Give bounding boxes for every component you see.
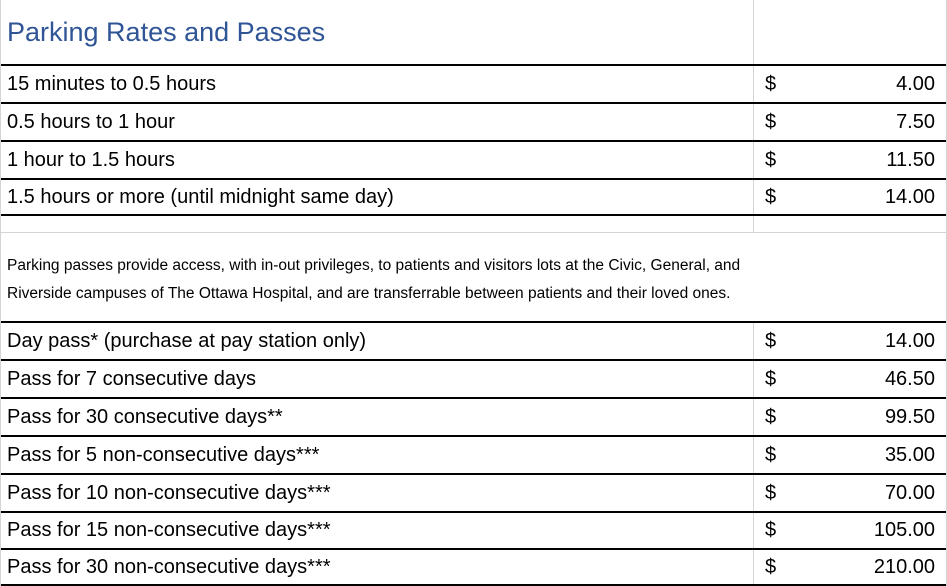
pass-price: [754, 361, 947, 397]
rate-label: 1 hour to 1.5 hours: [0, 142, 754, 178]
currency-symbol: $: [765, 329, 777, 352]
rate-row: [0, 66, 947, 102]
pass-note-line: Parking passes provide access, with in-out privileges, to patients and visitors lots at the Civic, General, and: [7, 257, 741, 274]
spacer-price-cell: [754, 216, 947, 232]
pass-price: [754, 475, 947, 511]
pass-price: [754, 437, 947, 473]
pass-note-line: Riverside campuses of The Ottawa Hospital, and are transferrable between patients and their loved ones.: [7, 285, 731, 302]
pass-row: [0, 437, 947, 473]
pass-price: [754, 399, 947, 435]
page-title: Parking Rates and Passes: [0, 0, 754, 64]
rate-price: [754, 66, 947, 102]
currency-symbol: $: [765, 72, 777, 95]
pass-amount: 99.50: [884, 405, 935, 428]
rate-price: [754, 104, 947, 140]
spacer-cell: [0, 216, 754, 232]
pass-label: Pass for 10 non-consecutive days***: [0, 475, 754, 511]
rate-label: 1.5 hours or more (until midnight same day): [0, 180, 754, 214]
title-row: [0, 0, 947, 64]
rate-row: [0, 104, 947, 140]
currency-symbol: $: [765, 110, 777, 133]
left-gridline: [0, 0, 1, 586]
currency-symbol: $: [765, 555, 777, 578]
currency-symbol: $: [765, 185, 777, 208]
pass-label: Pass for 7 consecutive days: [0, 361, 754, 397]
rate-price: [754, 142, 947, 178]
pass-row: [0, 361, 947, 397]
pass-note: [7, 252, 942, 308]
rate-price: [754, 180, 947, 214]
pass-label: Pass for 15 non-consecutive days***: [0, 513, 754, 548]
title-price-cell: [754, 0, 947, 64]
pass-label: Pass for 5 non-consecutive days***: [0, 437, 754, 473]
rate-amount: 7.50: [896, 110, 935, 133]
pass-label: Pass for 30 non-consecutive days***: [0, 550, 754, 584]
pass-row: [0, 513, 947, 548]
pass-amount: 14.00: [884, 329, 935, 352]
rate-label: 0.5 hours to 1 hour: [0, 104, 754, 140]
rate-row: [0, 142, 947, 178]
spacer-gridline: [0, 232, 947, 233]
currency-symbol: $: [765, 443, 777, 466]
pass-row: [0, 323, 947, 359]
currency-symbol: $: [765, 148, 777, 171]
pass-amount: 210.00: [873, 555, 935, 578]
pass-row: [0, 550, 947, 584]
rate-label: 15 minutes to 0.5 hours: [0, 66, 754, 102]
pass-price: [754, 513, 947, 548]
rate-row: [0, 180, 947, 214]
pass-price: [754, 550, 947, 584]
pass-amount: 46.50: [884, 367, 935, 390]
rate-amount: 14.00: [884, 185, 935, 208]
pass-amount: 105.00: [873, 519, 935, 541]
rate-amount: 11.50: [886, 148, 935, 171]
pass-price: [754, 323, 947, 359]
currency-symbol: $: [765, 481, 777, 504]
currency-symbol: $: [765, 367, 777, 390]
pass-label: Day pass* (purchase at pay station only): [0, 323, 754, 359]
pass-amount: 70.00: [884, 481, 935, 504]
currency-symbol: $: [765, 519, 777, 541]
pass-amount: 35.00: [884, 443, 935, 466]
currency-symbol: $: [765, 405, 777, 428]
pass-row: [0, 399, 947, 435]
pass-label: Pass for 30 consecutive days**: [0, 399, 754, 435]
pass-row: [0, 475, 947, 511]
rate-amount: 4.00: [896, 72, 935, 95]
spacer-row: [0, 216, 947, 232]
